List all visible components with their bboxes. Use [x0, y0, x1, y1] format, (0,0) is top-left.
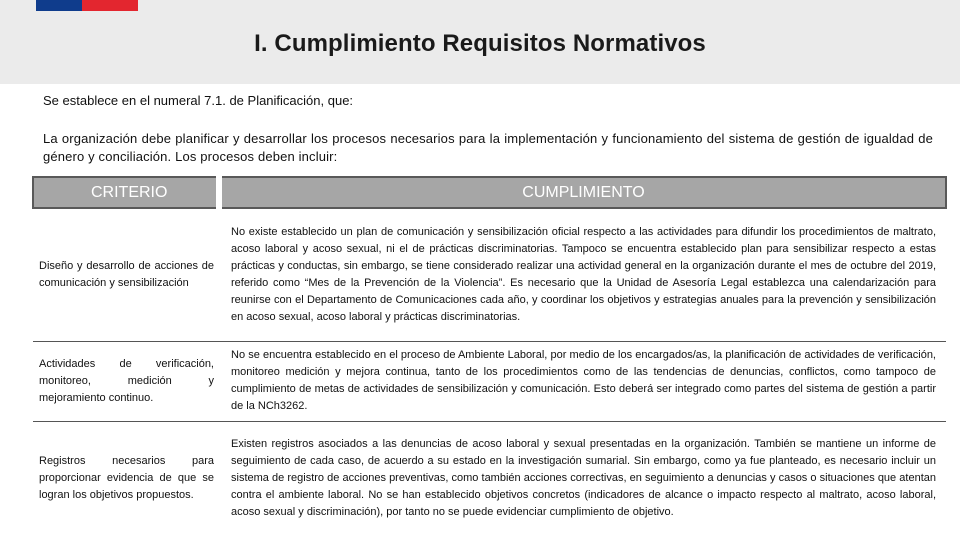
column-header-criterio: CRITERIO: [33, 177, 219, 208]
column-header-cumplimiento: CUMPLIMIENTO: [219, 177, 946, 208]
table-header-row: [33, 177, 946, 208]
cumplimiento-cell: No existe establecido un plan de comunicación y sensibilización oficial respecto a las actividades para difundir los procedimientos de maltrato, acoso laboral y acoso sexual, ni el de prácticas discriminatorias. Tampoco se encuentra establecido plan para sensibilizar respecto a estas prácticas y conductas, sin embargo, se tiene considerado realizar una actividad general en la organización durante el mes de octubre del 2019, referido como “Mes de la Prevención de la Violencia”. Es necesario que la Unidad de Asesoría Legal establezca una calendarización para reunirse con el Departamento de Comunicaciones cada año, y coordinar los objetivos y estrategias anuales para la prevención y sensibilización en acoso sexual, acoso laboral y prácticas discriminatorias.: [219, 208, 946, 341]
flag-stripe-blue: [36, 0, 82, 11]
criterio-cell: Registros necesarios para proporcionar evidencia de que se logran los objetivos propuestos.: [39, 454, 214, 501]
table-row: [33, 208, 946, 341]
intro-line-1: Se establece en el numeral 7.1. de Planificación, que:: [43, 93, 354, 108]
cumplimiento-cell: Existen registros asociados a las denuncias de acoso laboral y sexual presentadas en la organización. También se mantiene un informe de seguimiento de cada caso, de acuerdo a su estado en la investigación sumarial. Sin embargo, como ya fue planteado, es necesario incluir un sistema de registro de acciones preventivas, como también acciones correctivas, en seguimiento a denuncias y casos o situaciones que atentan contra el ambiente laboral. No se han establecido objetivos concretos (indicadores de alcance o impacto respecto al maltrato, acoso laboral, acoso sexual y discriminación), por tanto no se puede evidenciar cumplimiento de objetivo.: [231, 437, 936, 518]
table-row: [33, 341, 946, 421]
page-title: I. Cumplimiento Requisitos Normativos: [254, 30, 706, 57]
table-row: [33, 421, 946, 535]
criterio-cell: Diseño y desarrollo de acciones de comunicación y sensibilización: [33, 208, 219, 341]
intro-line-2: La organización debe planificar y desarrollar los procesos necesarios para la implementación y funcionamiento del sistema de gestión de igualdad de género y conciliación. Los procesos deben incluir:: [43, 131, 933, 164]
criterio-cell: Actividades de verificación, monitoreo, medición y mejoramiento continuo.: [33, 341, 219, 421]
cumplimiento-cell: No se encuentra establecido en el proceso de Ambiente Laboral, por medio de los encargados/as, la planificación de actividades de verificación, monitoreo medición y mejora continua, tanto de los procedimientos como de las tendencias de denuncias, conflictos, como tampoco de cumplimiento de metas de actividades de sensibilización y comunicación. Esto deberá ser integrado como partes del sistema de gestión a partir de la NCh3262.: [219, 341, 946, 421]
flag-stripe-red: [82, 0, 138, 11]
requirements-table: [32, 176, 947, 535]
